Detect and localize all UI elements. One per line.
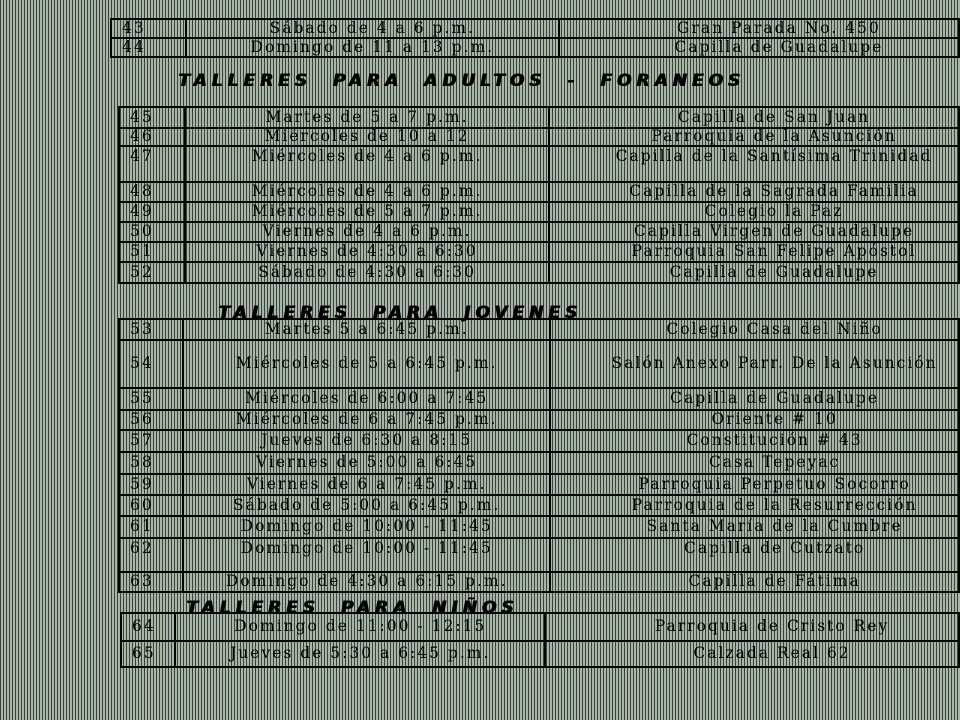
row-schedule: Viernes de 4:30 a 6:30 bbox=[185, 242, 549, 262]
table-row bbox=[119, 340, 959, 388]
row-number: 51 bbox=[119, 242, 185, 262]
table-row bbox=[119, 572, 959, 592]
row-number: 54 bbox=[119, 340, 183, 388]
row-schedule: Martes 5 a 6:45 p.m. bbox=[183, 319, 550, 340]
row-location: Capilla de Fátima bbox=[550, 572, 959, 592]
row-schedule: Sábado de 4:30 a 6:30 bbox=[185, 262, 549, 283]
row-schedule: Miércoles de 6:00 a 7:45 bbox=[183, 388, 550, 410]
row-location: Capilla de San Juan bbox=[549, 107, 959, 128]
row-schedule: Domingo de 10:00 - 11:45 bbox=[183, 516, 550, 538]
table-row bbox=[119, 430, 959, 452]
table-row bbox=[121, 613, 959, 641]
table-row bbox=[119, 538, 959, 572]
row-location: Colegio la Paz bbox=[549, 202, 959, 222]
row-schedule: Sábado de 4 a 6 p.m. bbox=[186, 19, 559, 38]
row-location: Capilla de Guadalupe bbox=[549, 262, 959, 283]
row-location: Parroquia de la Resurrección bbox=[550, 495, 959, 516]
row-number: 52 bbox=[119, 262, 185, 283]
table-row bbox=[119, 202, 959, 222]
table-row bbox=[119, 107, 959, 128]
row-number: 58 bbox=[119, 452, 183, 474]
table-row bbox=[119, 242, 959, 262]
row-number: 45 bbox=[119, 107, 185, 128]
row-schedule: Sábado de 5:00 a 6:45 p.m. bbox=[183, 495, 550, 516]
row-number: 65 bbox=[121, 641, 175, 667]
row-number: 62 bbox=[119, 538, 183, 572]
row-location: Parroquia Perpetuo Socorro bbox=[550, 474, 959, 495]
row-number: 49 bbox=[119, 202, 185, 222]
table-row bbox=[111, 19, 959, 38]
section-adultos-foraneos bbox=[118, 106, 960, 284]
row-schedule: Domingo de 11:00 - 12:15 bbox=[175, 613, 545, 641]
row-schedule: Viernes de 4 a 6 p.m. bbox=[185, 222, 549, 242]
table-row bbox=[119, 516, 959, 538]
row-location: Oriente # 10 bbox=[550, 410, 959, 430]
table-row bbox=[119, 452, 959, 474]
row-schedule: Domingo de 4:30 a 6:15 p.m. bbox=[183, 572, 550, 592]
row-number: 59 bbox=[119, 474, 183, 495]
table-row bbox=[119, 146, 959, 182]
row-location: Capilla de Cutzato bbox=[550, 538, 959, 572]
schedule-table-jovenes bbox=[118, 318, 960, 593]
row-location: Parroquia de la Asunción bbox=[549, 128, 959, 146]
schedule-table-ninos bbox=[120, 612, 960, 668]
row-number: 61 bbox=[119, 516, 183, 538]
row-schedule: Domingo de 10:00 - 11:45 bbox=[183, 538, 550, 572]
row-number: 56 bbox=[119, 410, 183, 430]
row-location: Constitución # 43 bbox=[550, 430, 959, 452]
table-row bbox=[119, 388, 959, 410]
row-number: 53 bbox=[119, 319, 183, 340]
row-number: 60 bbox=[119, 495, 183, 516]
row-number: 63 bbox=[119, 572, 183, 592]
row-schedule: Viernes de 5:00 a 6:45 bbox=[183, 452, 550, 474]
section-continued bbox=[110, 18, 960, 58]
row-location: Santa María de la Cumbre bbox=[550, 516, 959, 538]
row-location: Parroquia San Felipe Apóstol bbox=[549, 242, 959, 262]
row-schedule: Jueves de 5:30 a 6:45 p.m. bbox=[175, 641, 545, 667]
heading-adultos-foraneos: TALLERES PARA ADULTOS - FORANEOS bbox=[178, 71, 745, 91]
row-location: Gran Parada No. 450 bbox=[559, 19, 959, 38]
row-schedule: Miércoles de 5 a 6:45 p.m. bbox=[183, 340, 550, 388]
heading-ninos: TALLERES PARA NIÑOS bbox=[186, 598, 519, 618]
row-schedule: Miércoles de 4 a 6 p.m. bbox=[185, 182, 549, 202]
row-location: Colegio Casa del Niño bbox=[550, 319, 959, 340]
row-number: 64 bbox=[121, 613, 175, 641]
section-jovenes bbox=[118, 318, 960, 593]
row-location: Capilla de la Santísima Trinidad bbox=[549, 146, 959, 182]
row-schedule: Martes de 5 a 7 p.m. bbox=[185, 107, 549, 128]
row-location: Capilla de la Sagrada Familia bbox=[549, 182, 959, 202]
row-location: Salón Anexo Parr. De la Asunción bbox=[550, 340, 959, 388]
row-schedule: Jueves de 6:30 a 8:15 bbox=[183, 430, 550, 452]
row-number: 46 bbox=[119, 128, 185, 146]
row-location: Capilla Virgen de Guadalupe bbox=[549, 222, 959, 242]
row-number: 47 bbox=[119, 146, 185, 182]
table-row bbox=[119, 222, 959, 242]
row-location: Casa Tepeyac bbox=[550, 452, 959, 474]
row-schedule: Domingo de 11 a 13 p.m. bbox=[186, 38, 559, 57]
row-schedule: Miércoles de 10 a 12 bbox=[185, 128, 549, 146]
table-row bbox=[119, 474, 959, 495]
schedule-table-adultos-foraneos bbox=[118, 106, 960, 284]
table-row bbox=[119, 262, 959, 283]
table-row bbox=[119, 319, 959, 340]
row-schedule: Miércoles de 4 a 6 p.m. bbox=[185, 146, 549, 182]
row-number: 44 bbox=[111, 38, 186, 57]
row-location: Calzada Real 62 bbox=[545, 641, 959, 667]
row-location: Capilla de Guadalupe bbox=[559, 38, 959, 57]
row-number: 55 bbox=[119, 388, 183, 410]
table-row bbox=[119, 128, 959, 146]
row-location: Parroquia de Cristo Rey bbox=[545, 613, 959, 641]
row-number: 50 bbox=[119, 222, 185, 242]
row-schedule: Viernes de 6 a 7:45 p.m. bbox=[183, 474, 550, 495]
table-row bbox=[111, 38, 959, 57]
row-number: 57 bbox=[119, 430, 183, 452]
table-row bbox=[119, 410, 959, 430]
row-schedule: Miércoles de 6 a 7:45 p.m. bbox=[183, 410, 550, 430]
table-row bbox=[119, 182, 959, 202]
row-location: Capilla de Guadalupe bbox=[550, 388, 959, 410]
table-row bbox=[121, 641, 959, 667]
row-number: 48 bbox=[119, 182, 185, 202]
table-row bbox=[119, 495, 959, 516]
heading-jovenes: TALLERES PARA JOVENES bbox=[218, 303, 582, 323]
row-schedule: Miércoles de 5 a 7 p.m. bbox=[185, 202, 549, 222]
row-number: 43 bbox=[111, 19, 186, 38]
schedule-table-continued bbox=[110, 18, 960, 58]
section-ninos bbox=[120, 612, 960, 668]
